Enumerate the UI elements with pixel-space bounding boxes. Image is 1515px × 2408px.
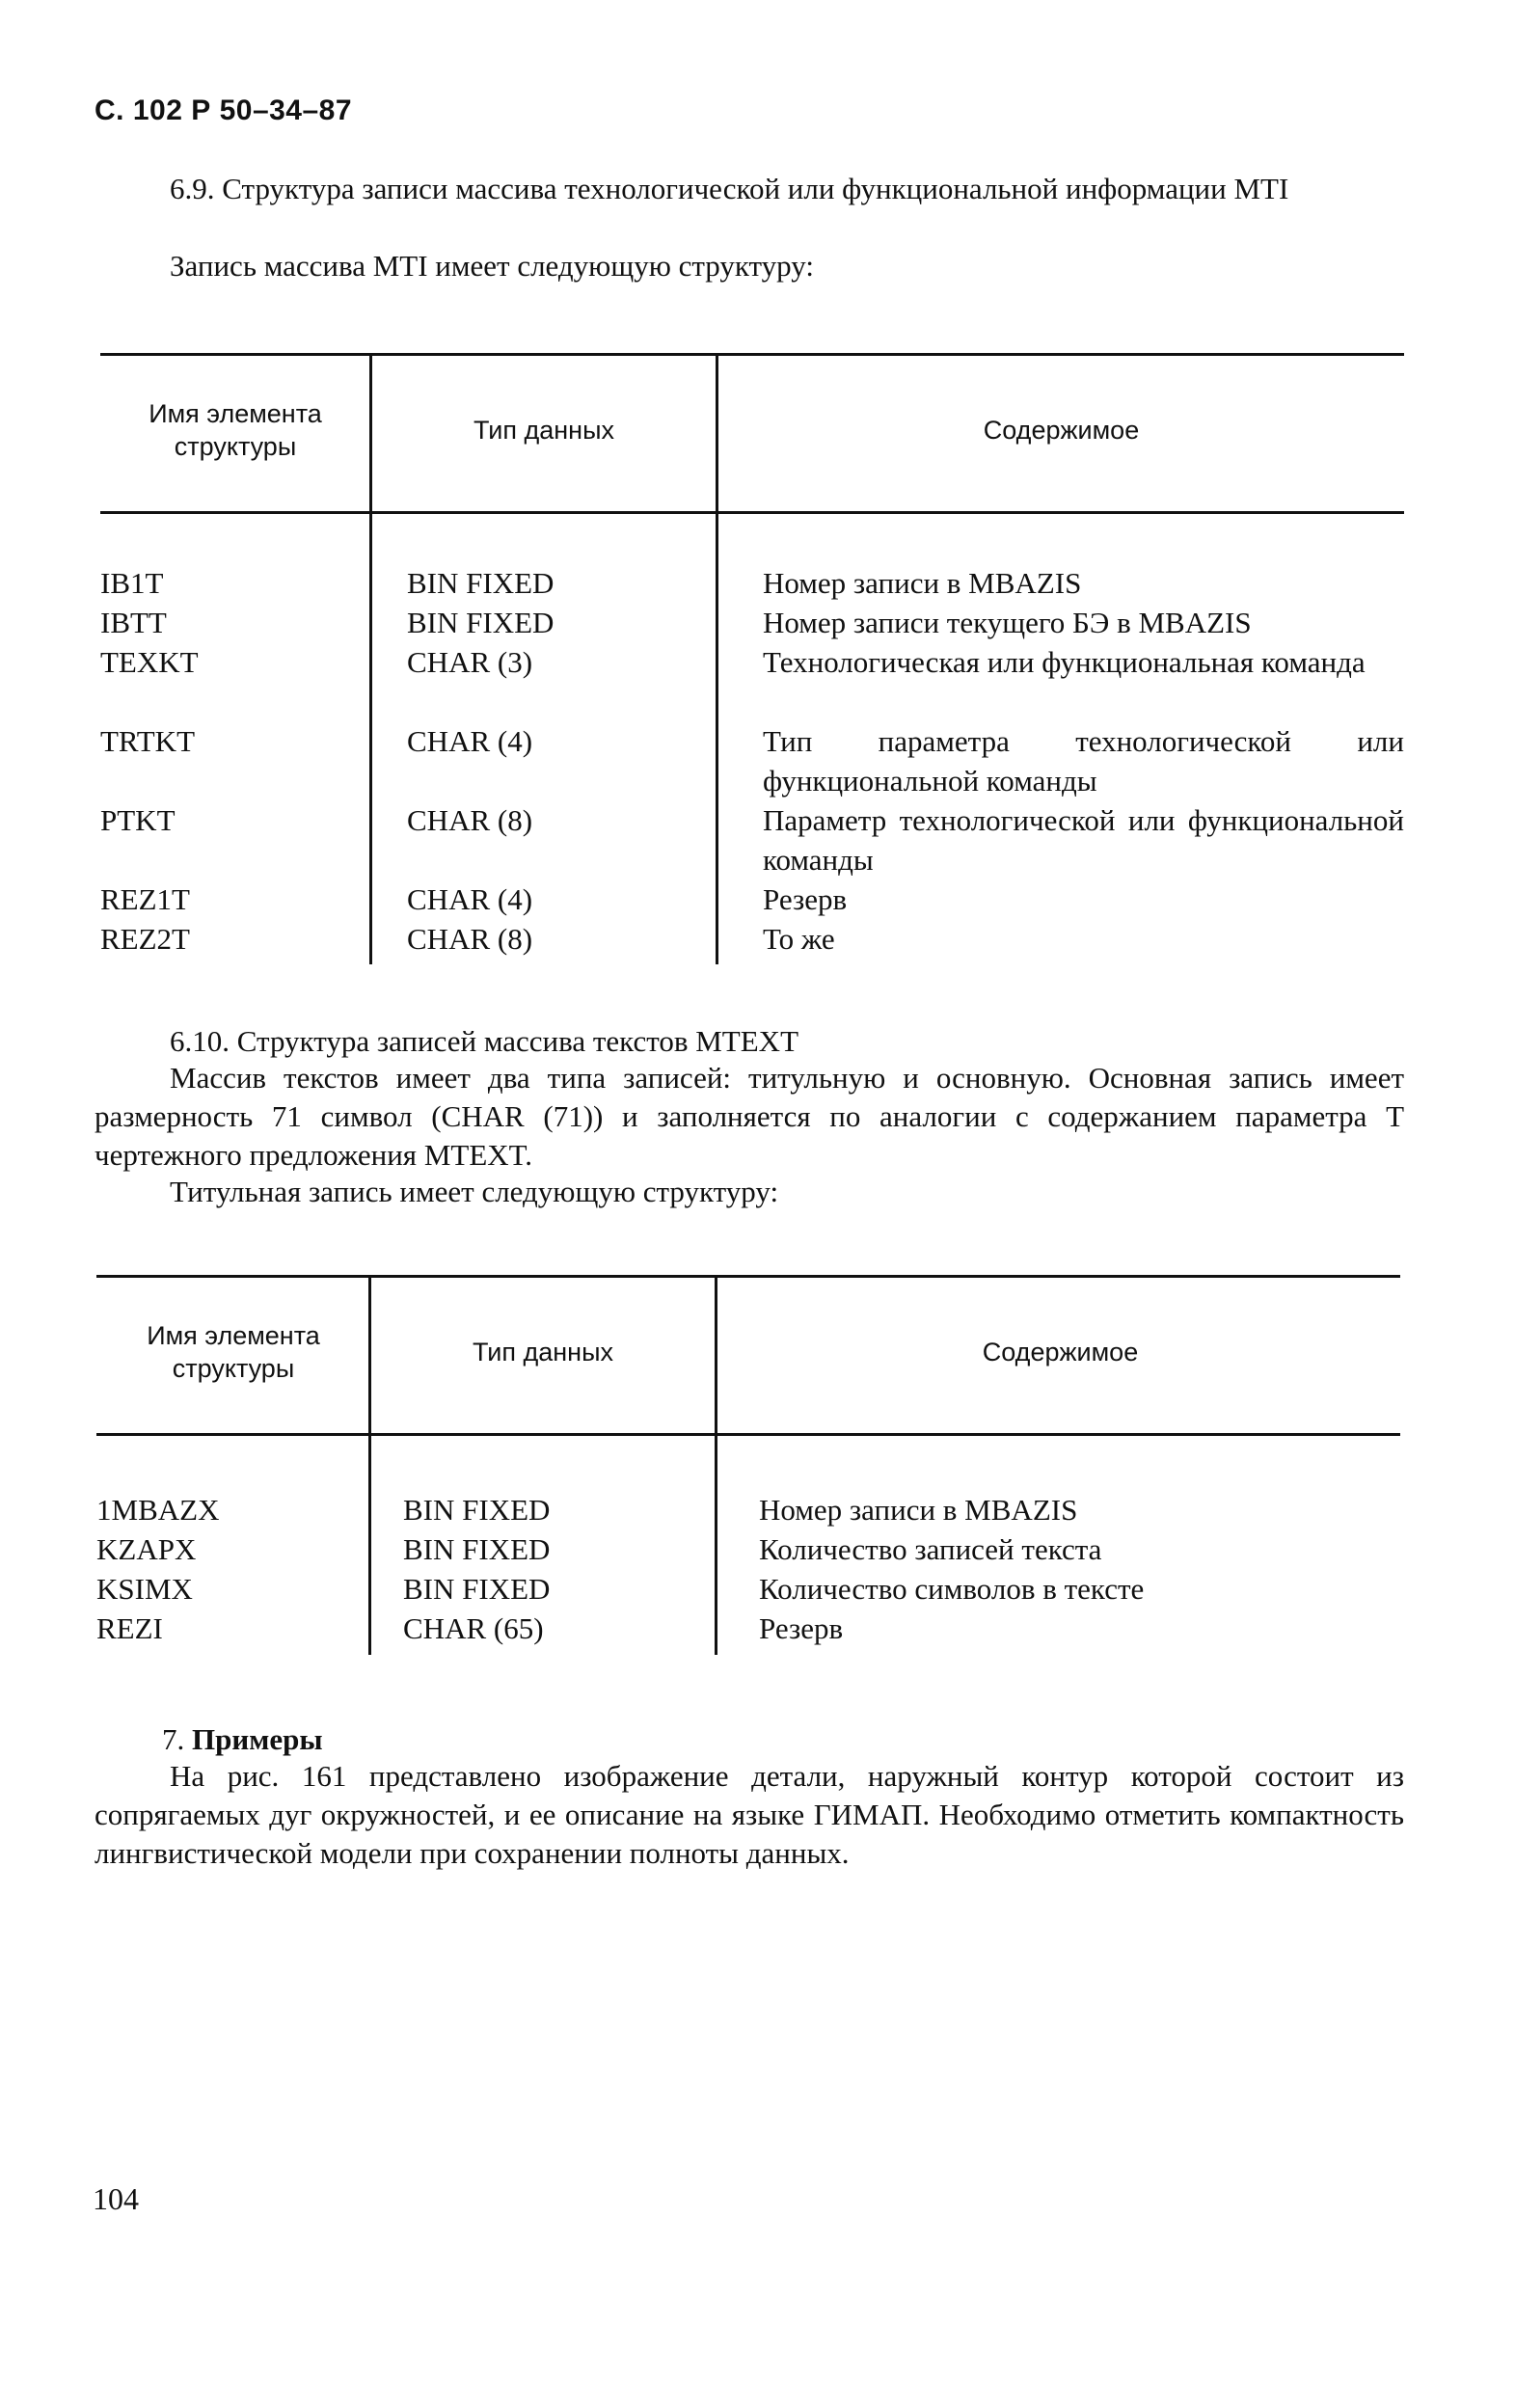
table-top-rule bbox=[100, 353, 1404, 356]
cell-name: REZ2T bbox=[100, 922, 190, 956]
cell-name: REZ1T bbox=[100, 882, 190, 916]
table-header-rule bbox=[100, 511, 1404, 514]
cell-name: IBTT bbox=[100, 606, 167, 639]
section-7-number: 7. bbox=[162, 1722, 185, 1756]
table-mti bbox=[100, 353, 1404, 964]
section-6-9-intro: Запись массива MTI имеет следующую структуру: bbox=[170, 249, 814, 283]
section-6-9-heading: 6.9. Структура записи массива технологической или функциональной информации MTI bbox=[170, 172, 1289, 205]
running-head: С. 102 Р 50–34–87 bbox=[95, 95, 353, 126]
column-divider bbox=[715, 1275, 717, 1655]
cell-content: То же bbox=[763, 922, 835, 956]
cell-type: CHAR (4) bbox=[407, 724, 533, 758]
cell-type: BIN FIXED bbox=[403, 1532, 551, 1566]
section-6-10-body: Массив текстов имеет два типа записей: титульную и основную. Основная запись имеет размерность 71 символ (CHAR (71)) и заполняется по аналогии с содержанием параметра T чертежного предложения MTEXT. bbox=[95, 1061, 1404, 1172]
cell-content: Параметр технологической или функциональной команды bbox=[763, 803, 1404, 877]
column-divider bbox=[368, 1275, 371, 1655]
cell-type: CHAR (8) bbox=[407, 803, 533, 837]
page-number: 104 bbox=[93, 2181, 139, 2216]
header-type: Тип данных bbox=[472, 1338, 613, 1366]
cell-type: CHAR (8) bbox=[407, 922, 533, 956]
cell-type: BIN FIXED bbox=[403, 1493, 551, 1527]
cell-content: Тип параметра технологической или функциональной команды bbox=[763, 724, 1404, 798]
cell-type: CHAR (3) bbox=[407, 645, 533, 679]
section-7-heading bbox=[162, 1720, 323, 1759]
header-content: Содержимое bbox=[982, 1338, 1139, 1366]
cell-name: IB1T bbox=[100, 566, 164, 600]
cell-type: CHAR (65) bbox=[403, 1611, 544, 1645]
cell-content: Резерв bbox=[759, 1611, 844, 1645]
cell-name: REZI bbox=[96, 1611, 163, 1645]
header-name: Имя элемента структуры bbox=[147, 1321, 320, 1383]
cell-content: Резерв bbox=[763, 882, 848, 916]
cell-content: Номер записи в MBAZIS bbox=[763, 566, 1082, 600]
table-top-rule bbox=[96, 1275, 1400, 1278]
cell-name: 1MBAZX bbox=[96, 1493, 220, 1527]
cell-name: KSIMX bbox=[96, 1572, 193, 1606]
cell-name: TRTKT bbox=[100, 724, 196, 758]
cell-content: Количество записей текста bbox=[759, 1532, 1102, 1566]
cell-type: CHAR (4) bbox=[407, 882, 533, 916]
cell-type: BIN FIXED bbox=[403, 1572, 551, 1606]
table-header-rule bbox=[96, 1433, 1400, 1436]
cell-type: BIN FIXED bbox=[407, 566, 555, 600]
cell-content: Количество символов в тексте bbox=[759, 1572, 1145, 1606]
cell-content: Номер записи текущего БЭ в MBAZIS bbox=[763, 606, 1252, 639]
cell-content: Технологическая или функциональная команда bbox=[763, 645, 1366, 679]
section-6-10-heading: 6.10. Структура записей массива текстов MTEXT bbox=[170, 1024, 798, 1058]
cell-content: Номер записи в MBAZIS bbox=[759, 1493, 1078, 1527]
cell-name: KZAPX bbox=[96, 1532, 197, 1566]
header-content: Содержимое bbox=[983, 416, 1140, 445]
table-mtext bbox=[96, 1275, 1400, 1655]
header-name: Имя элемента структуры bbox=[149, 399, 322, 461]
section-6-10-intro: Титульная запись имеет следующую структуру: bbox=[170, 1175, 779, 1208]
cell-name: TEXKT bbox=[100, 645, 199, 679]
header-type: Тип данных bbox=[473, 416, 614, 445]
section-7-body: На рис. 161 представлено изображение детали, наружный контур которой состоит из сопрягаемых дуг окружностей, и ее описание на языке ГИМАП. Необходимо отметить компактность лингвистической модели при сохранении полноты данных. bbox=[95, 1759, 1404, 1870]
section-7-title: Примеры bbox=[192, 1722, 323, 1756]
cell-name: PTKT bbox=[100, 803, 176, 837]
cell-type: BIN FIXED bbox=[407, 606, 555, 639]
